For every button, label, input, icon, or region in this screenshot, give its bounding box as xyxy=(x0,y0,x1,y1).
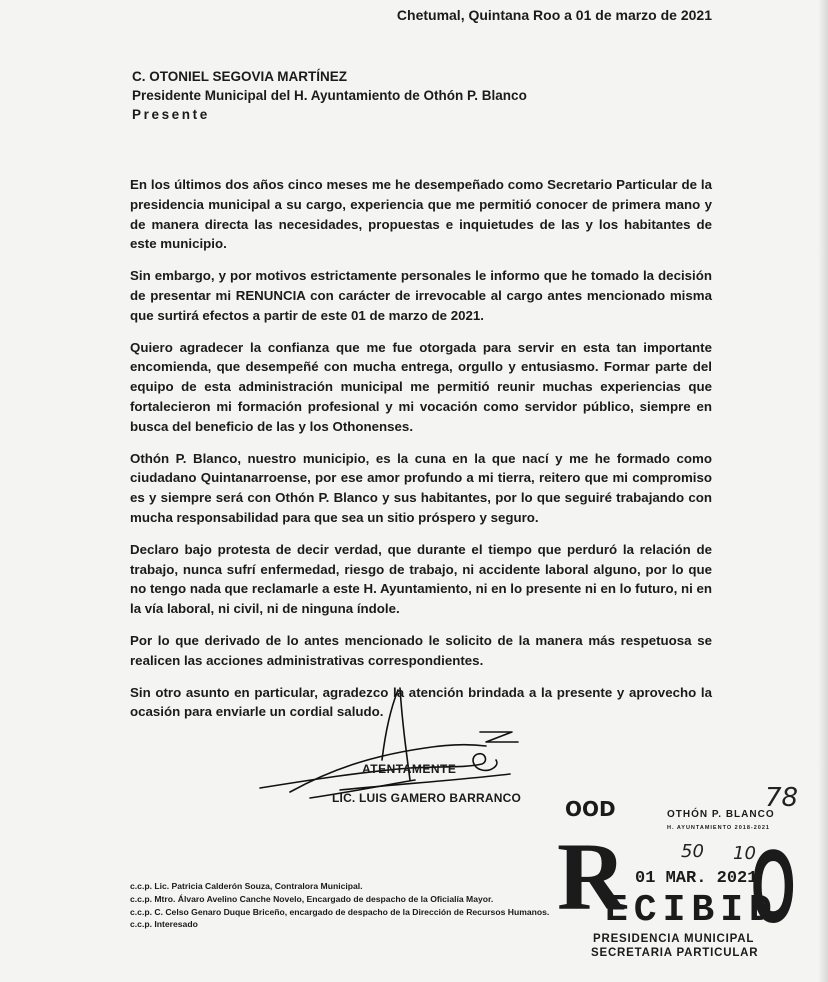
ccp-line-4: c.c.p. Interesado xyxy=(130,919,198,930)
stamp-line-2: SECRETARIA PARTICULAR xyxy=(591,947,759,959)
stamp-logo: OOD xyxy=(565,797,616,821)
paragraph-5: Declaro bajo protesta de decir verdad, que durante el tiempo que perduró la relación de trabajo, nunca sufrí enfermedad, riesgo de trabajo, ni accidente laboral alguno, por lo que no tengo nada que reclamarle a este H. Ayuntamiento, ni en lo presente ni en lo futuro, ni en la vía laboral, ni civil, ni de ninguna índole. xyxy=(130,541,712,617)
signature-block xyxy=(250,680,590,810)
ccp-list xyxy=(130,880,549,931)
date-line: Chetumal, Quintana Roo a 01 de marzo de 2021 xyxy=(396,7,712,23)
ccp-line-2: c.c.p. Mtro. Álvaro Avelino Canche Novelo, Encargado de despacho de la Oficialía Mayor. xyxy=(130,893,494,904)
stamp-line-1: PRESIDENCIA MUNICIPAL xyxy=(593,933,755,945)
handwritten-number-3: 10 xyxy=(733,843,756,864)
paragraph-1: En los últimos dos años cinco meses me he desempeñado como Secretario Particular de la presidencia municipal a su cargo, experiencia que me permitió conocer de primera mano y de manera directa las necesidades, propuestas e inquietudes de las y los habitantes de este municipio. xyxy=(130,177,712,252)
stamp-big-o: O xyxy=(751,829,796,945)
salutation: Presente xyxy=(132,107,210,122)
paragraph-4: Othón P. Blanco, nuestro municipio, es la cuna en la que nací y me he formado como ciudadano Quintanarroense, por ese amor profundo a mi tierra, reitero que mi compromiso es y siempre será con Othón P. Blanco y sus habitantes, por lo que seguiré trabajando con mucha responsabilidad para que sea un sitio próspero y seguro. xyxy=(130,450,712,525)
page-edge-shadow xyxy=(818,0,828,982)
stamp-received-date: 01 MAR. 2021 xyxy=(635,869,758,888)
paragraph-2: Sin embargo, y por motivos estrictamente personales le informo que he tomado la decisión de presentar mi RENUNCIA con carácter de irrevocable al cargo antes mencionado misma que surtirá efectos a partir de este 01 de marzo de 2021. xyxy=(130,268,712,323)
ccp-line-3: c.c.p. C. Celso Genaro Duque Briceño, encargado de despacho de la Dirección de Recursos Humanos. xyxy=(130,906,550,917)
ccp-line-1: c.c.p. Lic. Patricia Calderón Souza, Contralora Municipal. xyxy=(130,881,363,891)
stamp-big-r: R xyxy=(557,823,627,930)
signer-name: LIC. LUIS GAMERO BARRANCO xyxy=(332,791,521,805)
stamp-org-name: OTHÓN P. BLANCO xyxy=(667,809,775,820)
recipient-block xyxy=(132,67,527,124)
paragraph-6: Por lo que derivado de lo antes mencionado le solicito de la manera más respetuosa se realicen las acciones administrativas correspondientes. xyxy=(130,632,712,668)
stamp-org-sub: H. AYUNTAMIENTO 2018-2021 xyxy=(667,825,770,831)
received-stamp xyxy=(555,785,800,965)
paragraph-3: Quiero agradecer la confianza que me fue otorgada para servir en esta tan importante encomienda, que desempeñé con mucha entrega, orgullo y entusiasmo. Formar parte del equipo de esta administración municipal me permitió reunir muchas experiencias que fortalecieron mi formación profesional y mi vocación como servidor público, siempre en busca del beneficio de las y los Othonenses. xyxy=(130,339,712,434)
closing-label: ATENTAMENTE xyxy=(362,762,457,776)
handwritten-number-2: 50 xyxy=(681,841,704,862)
letter-body xyxy=(130,175,712,734)
handwritten-number-1: 78 xyxy=(765,783,799,813)
paragraph-7: Sin otro asunto en particular, agradezco la atención brindada a la presente y aprovecho la ocasión para enviarle un cordial saludo. xyxy=(130,684,712,720)
recipient-title: Presidente Municipal del H. Ayuntamiento de Othón P. Blanco xyxy=(132,88,527,103)
recipient-name: C. OTONIEL SEGOVIA MARTÍNEZ xyxy=(132,69,348,84)
stamp-word: ECIBID xyxy=(605,889,778,932)
